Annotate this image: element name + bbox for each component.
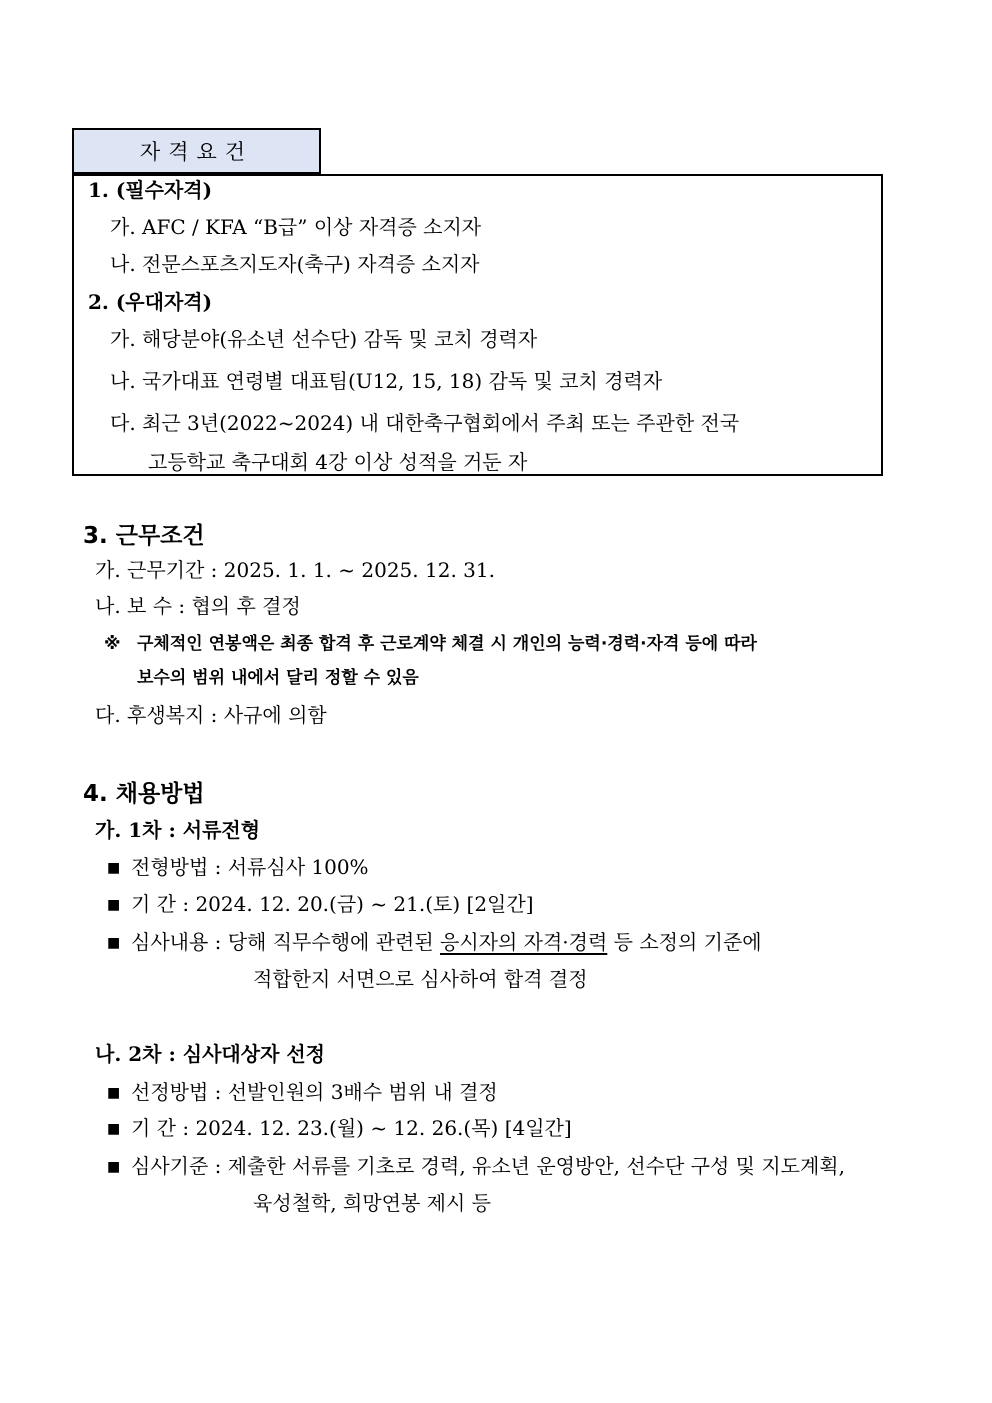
stage1-method-value: 서류심사 100% (227, 855, 369, 879)
stage1-period (131, 892, 534, 916)
stage1-period-value: 2024. 12. 20.(금) ~ 21.(토) [2일간] (195, 892, 534, 916)
required-item: 나. 전문스포츠지도자(축구) 자격증 소지자 (110, 252, 480, 276)
qualifications-header: 자격요건 (72, 128, 321, 174)
bullet-icon: ■ (107, 860, 121, 876)
stage2-title: 나. 2차 : 심사대상자 선정 (95, 1042, 325, 1066)
stage1-review-pre: 당해 직무수행에 관련된 (227, 930, 441, 954)
required-title: 1. (필수자격) (88, 178, 213, 202)
stage1-method-label: 전형방법 : (131, 855, 228, 879)
section-heading-work-conditions: 3. 근무조건 (83, 523, 205, 549)
stage1-period-label: 기 간 : (131, 892, 196, 916)
preferred-item-continued: 고등학교 축구대회 4강 이상 성적을 거둔 자 (148, 450, 528, 474)
bullet-icon: ■ (107, 897, 121, 913)
stage1-review-label: 심사내용 : (131, 930, 228, 954)
stage2-criteria (131, 1154, 845, 1178)
stage2-method (131, 1080, 498, 1104)
stage1-review-underlined: 응시자의 자격·경력 (440, 930, 608, 954)
stage2-period-value: 2024. 12. 23.(월) ~ 12. 26.(목) [4일간] (195, 1116, 572, 1140)
stage1-title: 가. 1차 : 서류전형 (95, 818, 261, 842)
stage2-criteria-label: 심사기준 : (131, 1154, 228, 1178)
stage1-method (131, 855, 369, 879)
stage1-review-continued: 적합한지 서면으로 심사하여 합격 결정 (253, 967, 588, 991)
stage1-review (131, 930, 762, 954)
work-pay: 나. 보 수 : 협의 후 결정 (95, 594, 301, 618)
preferred-title: 2. (우대자격) (88, 290, 213, 314)
section-heading-hiring: 4. 채용방법 (83, 781, 205, 807)
bullet-icon: ■ (107, 1159, 121, 1175)
work-period: 가. 근무기간 : 2025. 1. 1. ~ 2025. 12. 31. (95, 558, 495, 582)
required-item: 가. AFC / KFA “B급” 이상 자격증 소지자 (110, 215, 482, 239)
stage1-review-post: 등 소정의 기준에 (607, 930, 762, 954)
stage2-criteria-continued: 육성철학, 희망연봉 제시 등 (253, 1191, 491, 1215)
note-line: 보수의 범위 내에서 달리 정할 수 있음 (137, 668, 419, 688)
bullet-icon: ■ (107, 1085, 121, 1101)
preferred-item: 나. 국가대표 연령별 대표팀(U12, 15, 18) 감독 및 코치 경력자 (110, 369, 663, 393)
work-welfare: 다. 후생복지 : 사규에 의함 (95, 703, 327, 727)
stage2-method-value: 선발인원의 3배수 범위 내 결정 (227, 1080, 498, 1104)
preferred-item: 가. 해당분야(유소년 선수단) 감독 및 코치 경력자 (110, 327, 538, 351)
stage2-method-label: 선정방법 : (131, 1080, 228, 1104)
preferred-item: 다. 최근 3년(2022~2024) 내 대한축구협회에서 주최 또는 주관한 전국 (110, 411, 740, 435)
bullet-icon: ■ (107, 935, 121, 951)
stage2-period-label: 기 간 : (131, 1116, 196, 1140)
note-mark: ※ (104, 634, 121, 654)
stage2-period (131, 1116, 572, 1140)
stage2-criteria-value: 제출한 서류를 기초로 경력, 유소년 운영방안, 선수단 구성 및 지도계획, (227, 1154, 845, 1178)
note-line: 구체적인 연봉액은 최종 합격 후 근로계약 체결 시 개인의 능력·경력·자격 등에 따라 (137, 634, 757, 654)
bullet-icon: ■ (107, 1121, 121, 1137)
